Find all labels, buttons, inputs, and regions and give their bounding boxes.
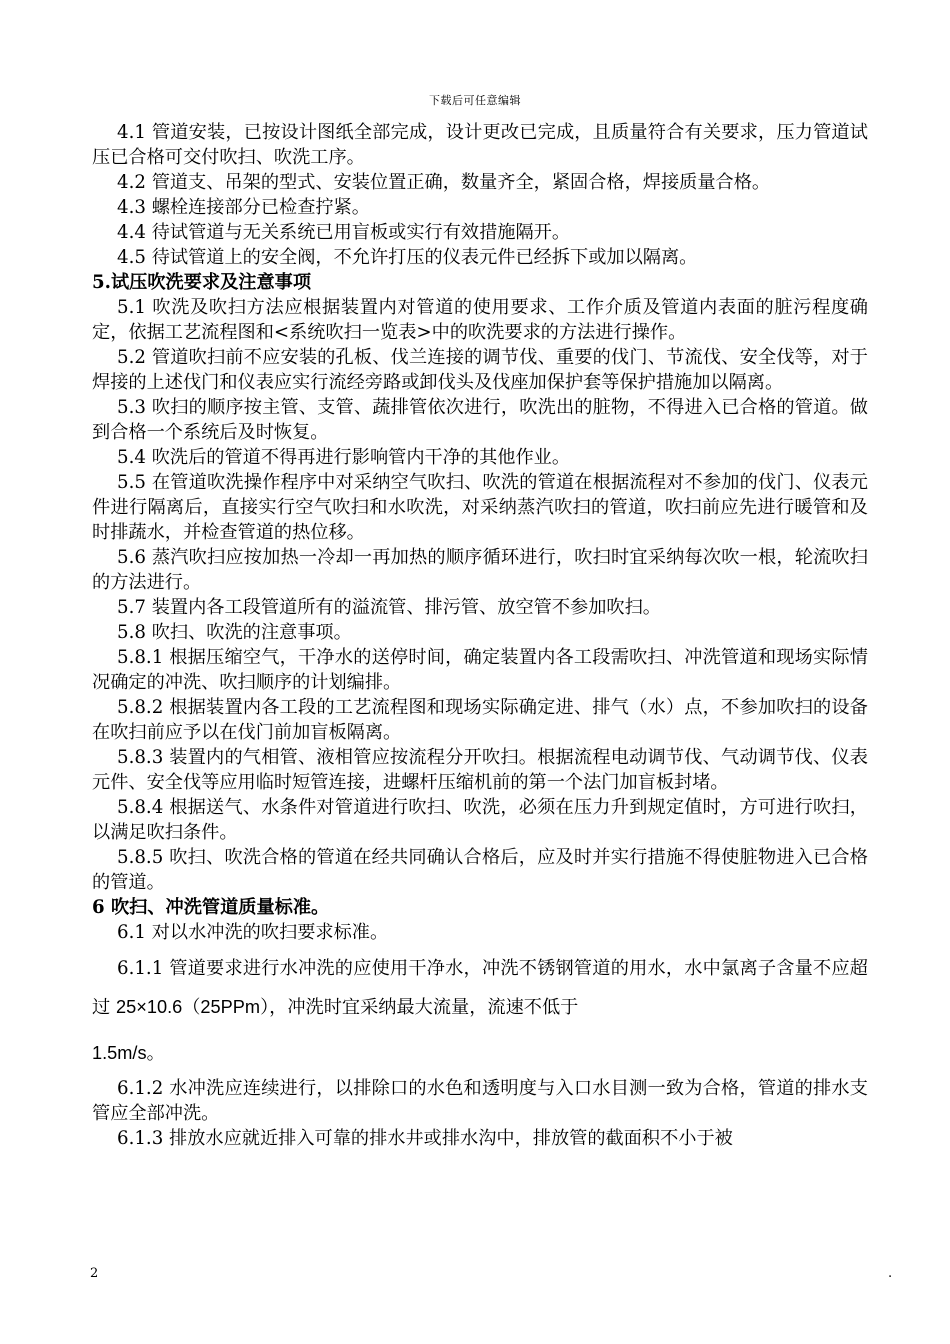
page-header: 下载后可任意编辑 (429, 94, 521, 107)
paragraph-5-3: 5.3 吹扫的顺序按主管、支管、蔬排管依次进行，吹洗出的脏物，不得进入已合格的管道。做到合格一个系统后及时恢复。 (92, 397, 868, 443)
paragraph-5-7: 5.7 装置内各工段管道所有的溢流管、排污管、放空管不参加吹扫。 (117, 597, 661, 618)
paragraph-5-5: 5.5 在管道吹洗操作程序中对采纳空气吹扫、吹洗的管道在根据流程对不参加的伐门、仪表元件进行隔离后，直接实行空气吹扫和水吹洗，对采纳蒸汽吹扫的管道，吹扫前应先进行暖管和及时排蔬水，并检查管道的热位移。 (92, 472, 868, 543)
paragraph-6-1-3: 6.1.3 排放水应就近排入可靠的排水井或排水沟中，排放管的截面积不小于被 (117, 1128, 733, 1149)
page-number: 2 (90, 1266, 99, 1281)
paragraph-5-8-4: 5.8.4 根据送气、水条件对管道进行吹扫、吹洗，必须在压力升到规定值时，方可进行吹扫，以满足吹扫条件。 (92, 797, 868, 843)
paragraph-5-4: 5.4 吹洗后的管道不得再进行影响管内干净的其他作业。 (117, 447, 571, 468)
paragraph-6-1-1 (92, 949, 868, 1066)
paragraph-5-8-2: 5.8.2 根据装置内各工段的工艺流程图和现场实际确定进、排气（水）点，不参加吹扫的设备在吹扫前应予以在伐门前加盲板隔离。 (92, 697, 868, 743)
paragraph-5-8-3: 5.8.3 装置内的气相管、液相管应按流程分开吹扫。根据流程电动调节伐、气动调节伐、仪表元件、安全伐等应用临时短管连接，进螺杆压缩机前的第一个法门加盲板封堵。 (92, 747, 868, 793)
chloride-limit-value: 25×10.6（25PPm） (115, 997, 270, 1017)
section-heading-6: 6 吹扫、冲洗管道质量标准。 (92, 897, 330, 918)
paragraph-5-1: 5.1 吹洗及吹扫方法应根据装置内对管道的使用要求、工作介质及管道内表面的脏污程度确定，依据工艺流程图和<系统吹扫一览表>中的吹洗要求的方法进行操作。 (92, 297, 868, 343)
paragraph-4-1: 4.1 管道安装，已按设计图纸全部完成，设计更改已完成，且质量符合有关要求，压力管道试压已合格可交付吹扫、吹洗工序。 (92, 122, 868, 168)
paragraph-5-8-5: 5.8.5 吹扫、吹洗合格的管道在经共同确认合格后，应及时并实行措施不得使脏物进入已合格的管道。 (92, 847, 868, 893)
paragraph-6-1-2: 6.1.2 水冲洗应连续进行，以排除口的水色和透明度与入口水目测一致为合格，管道的排水支管应全部冲洗。 (92, 1078, 868, 1124)
flow-velocity-value: 1.5m/s。 (92, 1043, 165, 1063)
paragraph-4-5: 4.5 待试管道上的安全阀，不允许打压的仪表元件已经拆下或加以隔离。 (117, 247, 698, 268)
paragraph-6-1: 6.1 对以水冲洗的吹扫要求标准。 (117, 922, 389, 943)
paragraph-4-3: 4.3 螺栓连接部分已检查拧紧。 (117, 197, 370, 218)
paragraph-4-4: 4.4 待试管道与无关系统已用盲板或实行有效措施隔开。 (117, 222, 571, 243)
section-heading-5: 5.试压吹洗要求及注意事项 (92, 272, 312, 293)
paragraph-5-8: 5.8 吹扫、吹洗的注意事项。 (117, 622, 352, 643)
paragraph-4-2: 4.2 管道支、吊架的型式、安装位置正确，数量齐全，紧固合格，焊接质量合格。 (117, 172, 771, 193)
paragraph-6-1-1-part-a: 6.1.1 管道要求进行水冲洗的应使用干净水，冲洗不锈钢管道的用水，水中氯离子含量不应超过 (92, 958, 868, 1018)
paragraph-6-1-1-part-c: ，冲洗时宜采纳最大流量，流速不低于 (269, 997, 579, 1018)
paragraph-5-8-1: 5.8.1 根据压缩空气，干净水的送停时间，确定装置内各工段需吹扫、冲洗管道和现场实际情况确定的冲洗、吹扫顺序的计划编排。 (92, 647, 868, 693)
footer-dot: . (888, 1266, 893, 1281)
paragraph-5-2: 5.2 管道吹扫前不应安装的孔板、伐兰连接的调节伐、重要的伐门、节流伐、安全伐等，对于焊接的上述伐门和仪表应实行流经旁路或卸伐头及伐座加保护套等保护措施加以隔离。 (92, 347, 868, 393)
paragraph-5-6: 5.6 蒸汽吹扫应按加热一冷却一再加热的顺序循环进行，吹扫时宜采纳每次吹一根，轮流吹扫的方法进行。 (92, 547, 868, 593)
document-body (92, 120, 868, 1151)
